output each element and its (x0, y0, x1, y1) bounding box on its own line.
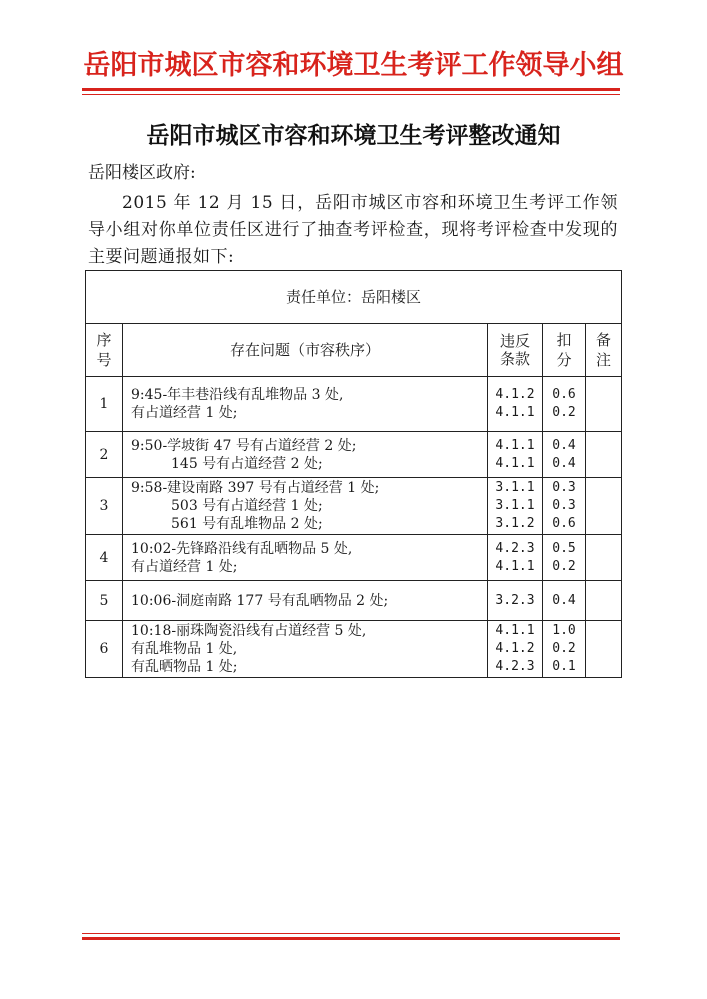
deduction-value: 0.5 (552, 540, 576, 556)
deduction-value: 0.4 (552, 592, 576, 608)
header-remark (586, 324, 622, 377)
row-number: 4 (86, 535, 123, 581)
clause-value: 3.1.2 (495, 516, 535, 531)
remark-cell (586, 621, 622, 678)
header-clause (488, 324, 543, 377)
deduction-value: 0.3 (552, 480, 576, 495)
deduction-value: 0.4 (552, 437, 576, 453)
deduction-cell (543, 432, 586, 478)
table-header-row (86, 324, 622, 377)
header-remark-line1: 备 (595, 331, 611, 349)
clause-value: 4.1.1 (495, 455, 535, 471)
deduction-value: 0.3 (552, 498, 576, 513)
clause-value: 4.1.1 (495, 437, 535, 453)
deduction-cell (543, 535, 586, 581)
header-no-line1: 序 (96, 331, 112, 349)
header-rule-thin (82, 94, 620, 95)
header-deduct-line2: 分 (556, 351, 572, 369)
remark-cell (586, 432, 622, 478)
issue-line: 10:06-洞庭南路 177 号有乱晒物品 2 处; (131, 592, 389, 609)
clause-cell (488, 581, 543, 621)
remark-cell (586, 377, 622, 432)
clause-value: 4.1.1 (495, 558, 535, 574)
header-clause-line1: 违反 (499, 332, 530, 350)
notice-body: 2015 年 12 月 15 日，岳阳市城区市容和环境卫生考评工作领导小组对你单位责任区进行了抽查考评检查，现将考评检查中发现的主要问题通报如下: (88, 193, 618, 267)
deduction-value: 0.2 (552, 558, 576, 574)
clause-value: 4.1.1 (495, 405, 535, 420)
responsible-unit-row (86, 271, 622, 324)
responsible-unit: 责任单位：岳阳楼区 (86, 271, 622, 324)
deduction-value: 1.0 (552, 623, 576, 638)
issue-line: 503 号有占道经营 1 处; (171, 498, 323, 514)
deduction-cell (543, 581, 586, 621)
deduction-value: 0.1 (552, 659, 576, 674)
row-number: 2 (86, 432, 123, 478)
clause-cell (488, 432, 543, 478)
clause-value: 3.1.1 (495, 480, 535, 495)
issue-cell (123, 377, 488, 432)
issue-cell (123, 621, 488, 678)
clause-value: 4.2.3 (495, 659, 535, 674)
issue-line: 9:50-学坡街 47 号有占道经营 2 处; (131, 437, 357, 454)
organization-title: 岳阳市城区市容和环境卫生考评工作领导小组 (83, 50, 624, 81)
footer-rule-thick (82, 937, 620, 940)
issue-line: 145 号有占道经营 2 处; (171, 455, 323, 472)
clause-value: 4.1.1 (495, 623, 535, 638)
header-clause-line2: 条款 (499, 350, 530, 368)
remark-cell (586, 478, 622, 535)
header-rule-thick (82, 88, 620, 91)
deduction-value: 0.4 (552, 455, 576, 471)
issue-cell (123, 432, 488, 478)
clause-cell (488, 478, 543, 535)
clause-value: 3.1.1 (495, 498, 535, 513)
row-number: 1 (86, 377, 123, 432)
remark-cell (586, 535, 622, 581)
notice-title: 岳阳市城区市容和环境卫生考评整改通知 (146, 122, 561, 149)
issue-line: 561 号有乱堆物品 2 处; (171, 516, 323, 532)
issue-line: 10:02-先锋路沿线有乱晒物品 5 处, (131, 540, 353, 557)
issue-line: 有乱晒物品 1 处; (131, 659, 238, 675)
table-row (86, 377, 622, 432)
header-no-line2: 号 (96, 351, 112, 369)
issue-cell (123, 478, 488, 535)
deduction-cell (543, 478, 586, 535)
issue-line: 有占道经营 1 处; (131, 405, 238, 421)
issue-cell (123, 535, 488, 581)
clause-value: 4.2.3 (495, 540, 535, 556)
header-no (86, 324, 123, 377)
header-issue: 存在问题（市容秩序） (123, 324, 488, 377)
table-row (86, 478, 622, 535)
deduction-value: 0.2 (552, 641, 576, 656)
header-deduct-line1: 扣 (556, 331, 572, 349)
table-row (86, 432, 622, 478)
row-number: 3 (86, 478, 123, 535)
table-row (86, 581, 622, 621)
deduction-value: 0.6 (552, 516, 576, 531)
footer-rule-thin (82, 933, 620, 934)
issue-line: 有占道经营 1 处; (131, 558, 238, 575)
table-row (86, 535, 622, 581)
clause-cell (488, 621, 543, 678)
issue-cell (123, 581, 488, 621)
header-remark-line2: 注 (595, 351, 611, 369)
clause-cell (488, 377, 543, 432)
row-number: 5 (86, 581, 123, 621)
addressee: 岳阳楼区政府: (88, 163, 196, 183)
issue-line: 9:45-年丰巷沿线有乱堆物品 3 处, (131, 387, 344, 403)
remark-cell (586, 581, 622, 621)
issue-line: 10:18-丽珠陶瓷沿线有占道经营 5 处, (131, 623, 367, 639)
issue-table (85, 270, 622, 678)
issue-line: 有乱堆物品 1 处, (131, 641, 238, 657)
row-number: 6 (86, 621, 123, 678)
deduction-cell (543, 621, 586, 678)
deduction-cell (543, 377, 586, 432)
deduction-value: 0.2 (552, 405, 576, 420)
issue-line: 9:58-建设南路 397 号有占道经营 1 处; (131, 480, 380, 496)
deduction-value: 0.6 (552, 387, 576, 402)
clause-value: 3.2.3 (495, 592, 535, 608)
clause-cell (488, 535, 543, 581)
table-row (86, 621, 622, 678)
clause-value: 4.1.2 (495, 387, 535, 402)
header-deduct (543, 324, 586, 377)
clause-value: 4.1.2 (495, 641, 535, 656)
